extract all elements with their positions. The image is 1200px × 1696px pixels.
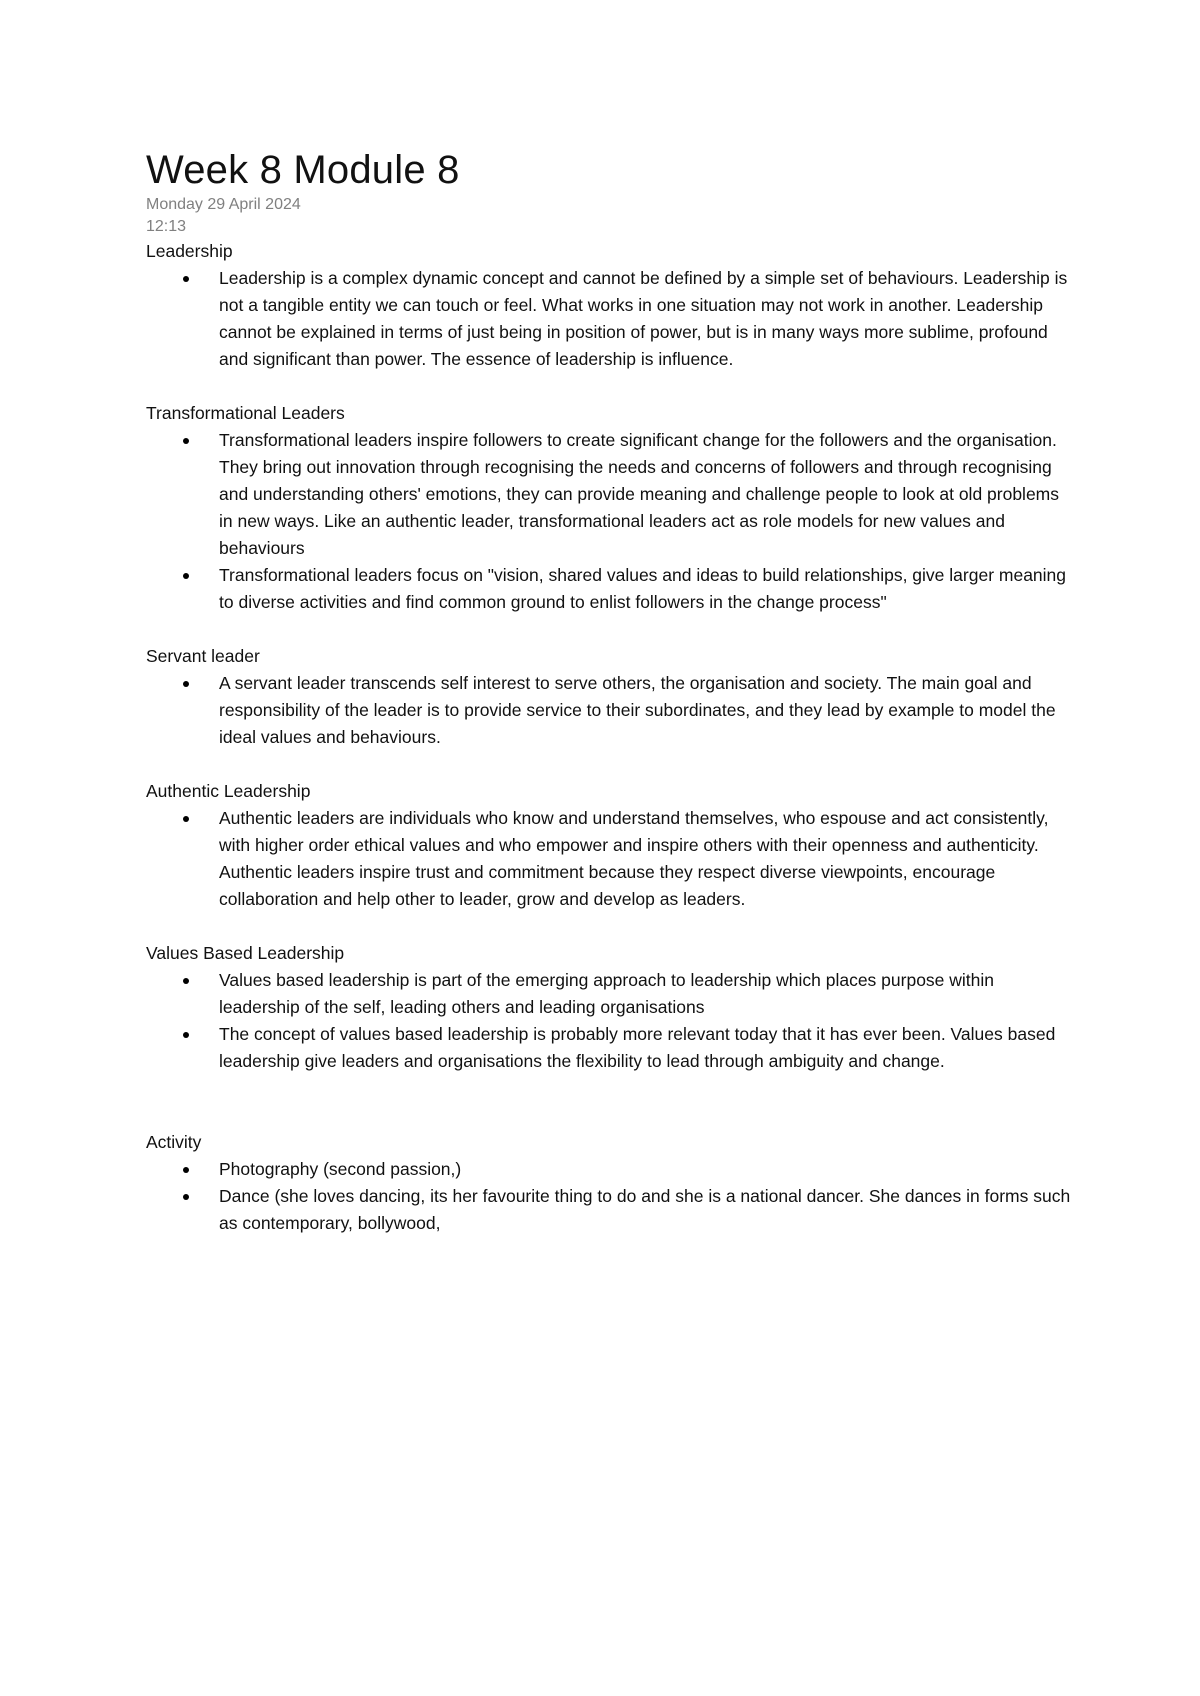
bullet-icon — [183, 1194, 189, 1200]
section-heading: Servant leader — [146, 646, 260, 666]
list-item — [219, 265, 1076, 373]
bullet-icon — [183, 276, 189, 282]
list-item — [219, 1156, 1076, 1183]
page-title: Week 8 Module 8 — [146, 148, 460, 192]
note-page — [146, 146, 1076, 1237]
spacer — [146, 751, 1076, 778]
bullet-icon — [183, 1167, 189, 1173]
bullet-list — [146, 427, 1076, 616]
note-time: 12:13 — [146, 218, 187, 235]
list-item-text: A servant leader transcends self interest to serve others, the organisation and society. The main goal and responsibility of the leader is to provide service to their subordinates, and they lead by example to model the ideal values and behaviours. — [219, 673, 1056, 747]
section-activity — [146, 1129, 1076, 1237]
list-item — [219, 427, 1076, 562]
bullet-list — [146, 670, 1076, 751]
section-authentic-leadership — [146, 778, 1076, 913]
list-item-text: The concept of values based leadership is probably more relevant today that it has ever been. Values based leadership give leaders and organisations the flexibility to lead through ambiguity and change. — [219, 1024, 1056, 1071]
list-item-text: Transformational leaders inspire followers to create significant change for the followers and the organisation. They bring out innovation through recognising the needs and concerns of followers and through recognising and understanding others' emotions, they can provide meaning and challenge people to look at old problems in new ways. Like an authentic leader, transformational leaders act as role models for new values and behaviours — [219, 430, 1060, 558]
bullet-list — [146, 265, 1076, 373]
section-heading: Transformational Leaders — [146, 403, 345, 423]
section-leadership — [146, 238, 1076, 373]
spacer — [146, 913, 1076, 940]
bullet-icon — [183, 816, 189, 822]
spacer — [146, 373, 1076, 400]
list-item-text: Values based leadership is part of the emerging approach to leadership which places purpose within leadership of the self, leading others and leading organisations — [219, 970, 995, 1017]
list-item — [219, 1021, 1076, 1075]
list-item-text: Leadership is a complex dynamic concept and cannot be defined by a simple set of behaviours. Leadership is not a tangible entity we can touch or feel. What works in one situation may not work in another. Leadership cannot be explained in terms of just being in position of power, but is in many ways more sublime, profound and significant than power. The essence of leadership is influence. — [219, 268, 1068, 369]
section-servant-leader — [146, 643, 1076, 751]
bullet-list — [146, 805, 1076, 913]
list-item — [219, 562, 1076, 616]
list-item — [219, 670, 1076, 751]
spacer — [146, 616, 1076, 643]
bullet-list — [146, 1156, 1076, 1237]
list-item — [219, 1183, 1076, 1237]
list-item — [219, 967, 1076, 1021]
section-heading: Activity — [146, 1132, 202, 1152]
bullet-icon — [183, 978, 189, 984]
list-item-text: Authentic leaders are individuals who know and understand themselves, who espouse and act consistently, with higher order ethical values and who empower and inspire others with their openness and authenticity. Authentic leaders inspire trust and commitment because they respect diverse viewpoints, encourage collaboration and help other to leader, grow and develop as leaders. — [219, 808, 1049, 909]
bullet-icon — [183, 438, 189, 444]
list-item-text: Photography (second passion,) — [219, 1159, 462, 1179]
spacer — [146, 1075, 1076, 1129]
note-date: Monday 29 April 2024 — [146, 196, 301, 213]
list-item — [219, 805, 1076, 913]
bullet-icon — [183, 1032, 189, 1038]
section-heading: Leadership — [146, 241, 233, 261]
section-values-based-leadership — [146, 940, 1076, 1075]
list-item-text: Dance (she loves dancing, its her favourite thing to do and she is a national dancer. She dances in forms such as contemporary, bollywood, — [219, 1186, 1071, 1233]
bullet-list — [146, 967, 1076, 1075]
list-item-text: Transformational leaders focus on "vision, shared values and ideas to build relationships, give larger meaning to diverse activities and find common ground to enlist followers in the change process" — [219, 565, 1067, 612]
section-heading: Authentic Leadership — [146, 781, 311, 801]
section-transformational-leaders — [146, 400, 1076, 616]
bullet-icon — [183, 681, 189, 687]
bullet-icon — [183, 573, 189, 579]
section-heading: Values Based Leadership — [146, 943, 345, 963]
